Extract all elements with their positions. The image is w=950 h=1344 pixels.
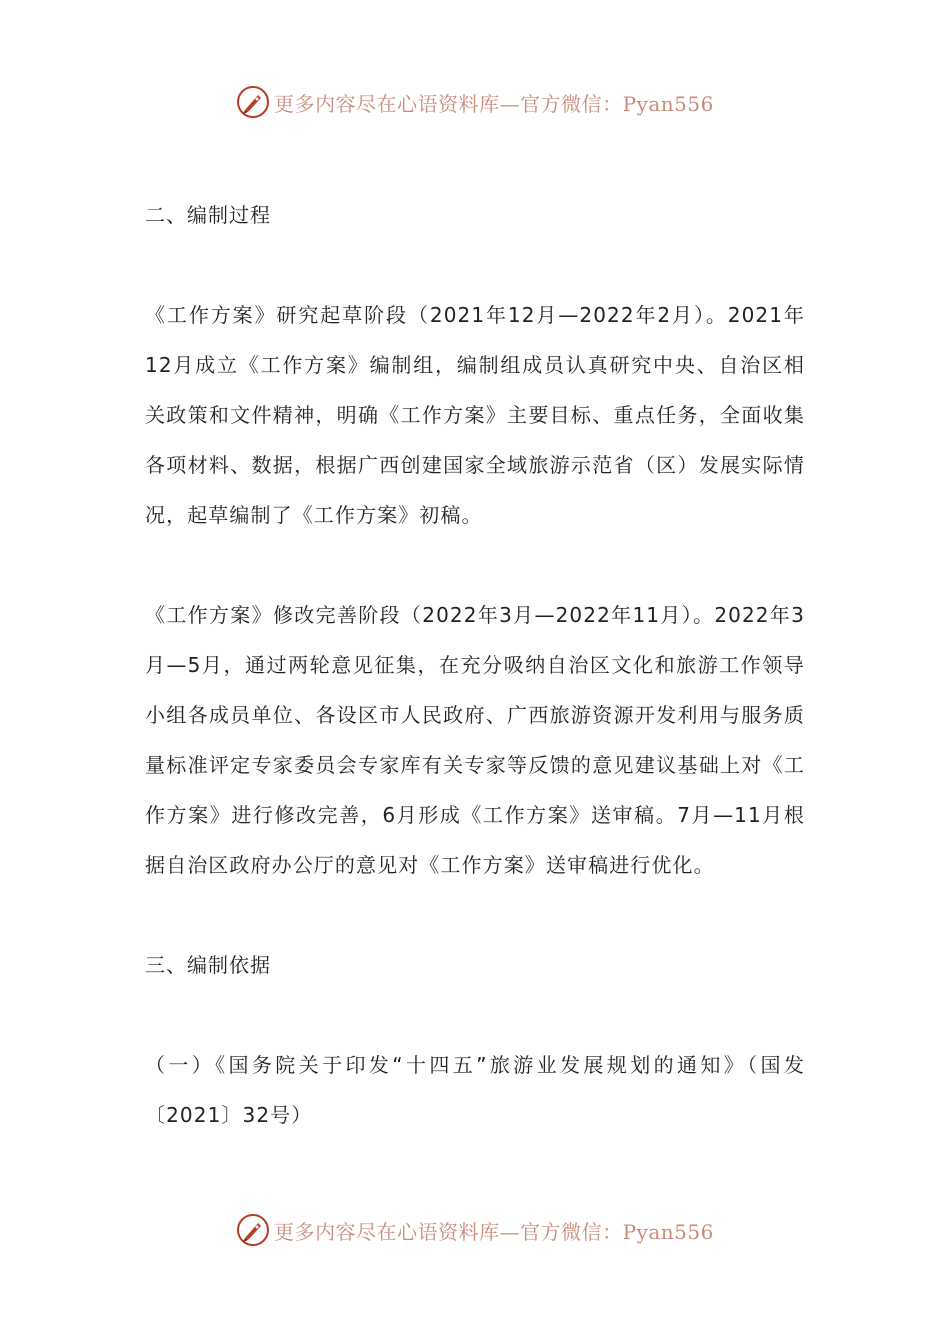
pen-nib-icon bbox=[236, 85, 270, 119]
watermark-text: 更多内容尽在心语资料库—官方微信：Pyan556 bbox=[274, 1219, 714, 1244]
footer-watermark-banner bbox=[0, 1208, 950, 1252]
section-heading-basis: 三、编制依据 bbox=[145, 953, 271, 977]
document-body bbox=[145, 190, 805, 1140]
basis-item-1: （一）《国务院关于印发“十四五”旅游业发展规划的通知》（国发〔2021〕32号） bbox=[145, 1053, 805, 1127]
watermark-text: 更多内容尽在心语资料库—官方微信：Pyan556 bbox=[274, 91, 714, 116]
paragraph-revision-stage: 《工作方案》修改完善阶段（2022年3月—2022年11月）。2022年3月—5月，通过两轮意见征集，在充分吸纳自治区文化和旅游工作领导小组各成员单位、各设区市人民政府、广西旅游资源开发利用与服务质量标准评定专家委员会专家库有关专家等反馈的意见建议基础上对《工作方案》进行修改完善，6月形成《工作方案》送审稿。7月—11月根据自治区政府办公厅的意见对《工作方案》送审稿进行优化。 bbox=[145, 603, 805, 877]
section-heading-process: 二、编制过程 bbox=[145, 203, 271, 227]
pen-nib-icon bbox=[236, 1213, 270, 1247]
header-watermark-banner bbox=[0, 80, 950, 124]
paragraph-drafting-stage: 《工作方案》研究起草阶段（2021年12月—2022年2月）。2021年12月成立《工作方案》编制组，编制组成员认真研究中央、自治区相关政策和文件精神，明确《工作方案》主要目标、重点任务，全面收集各项材料、数据，根据广西创建国家全域旅游示范省（区）发展实际情况，起草编制了《工作方案》初稿。 bbox=[145, 303, 805, 527]
